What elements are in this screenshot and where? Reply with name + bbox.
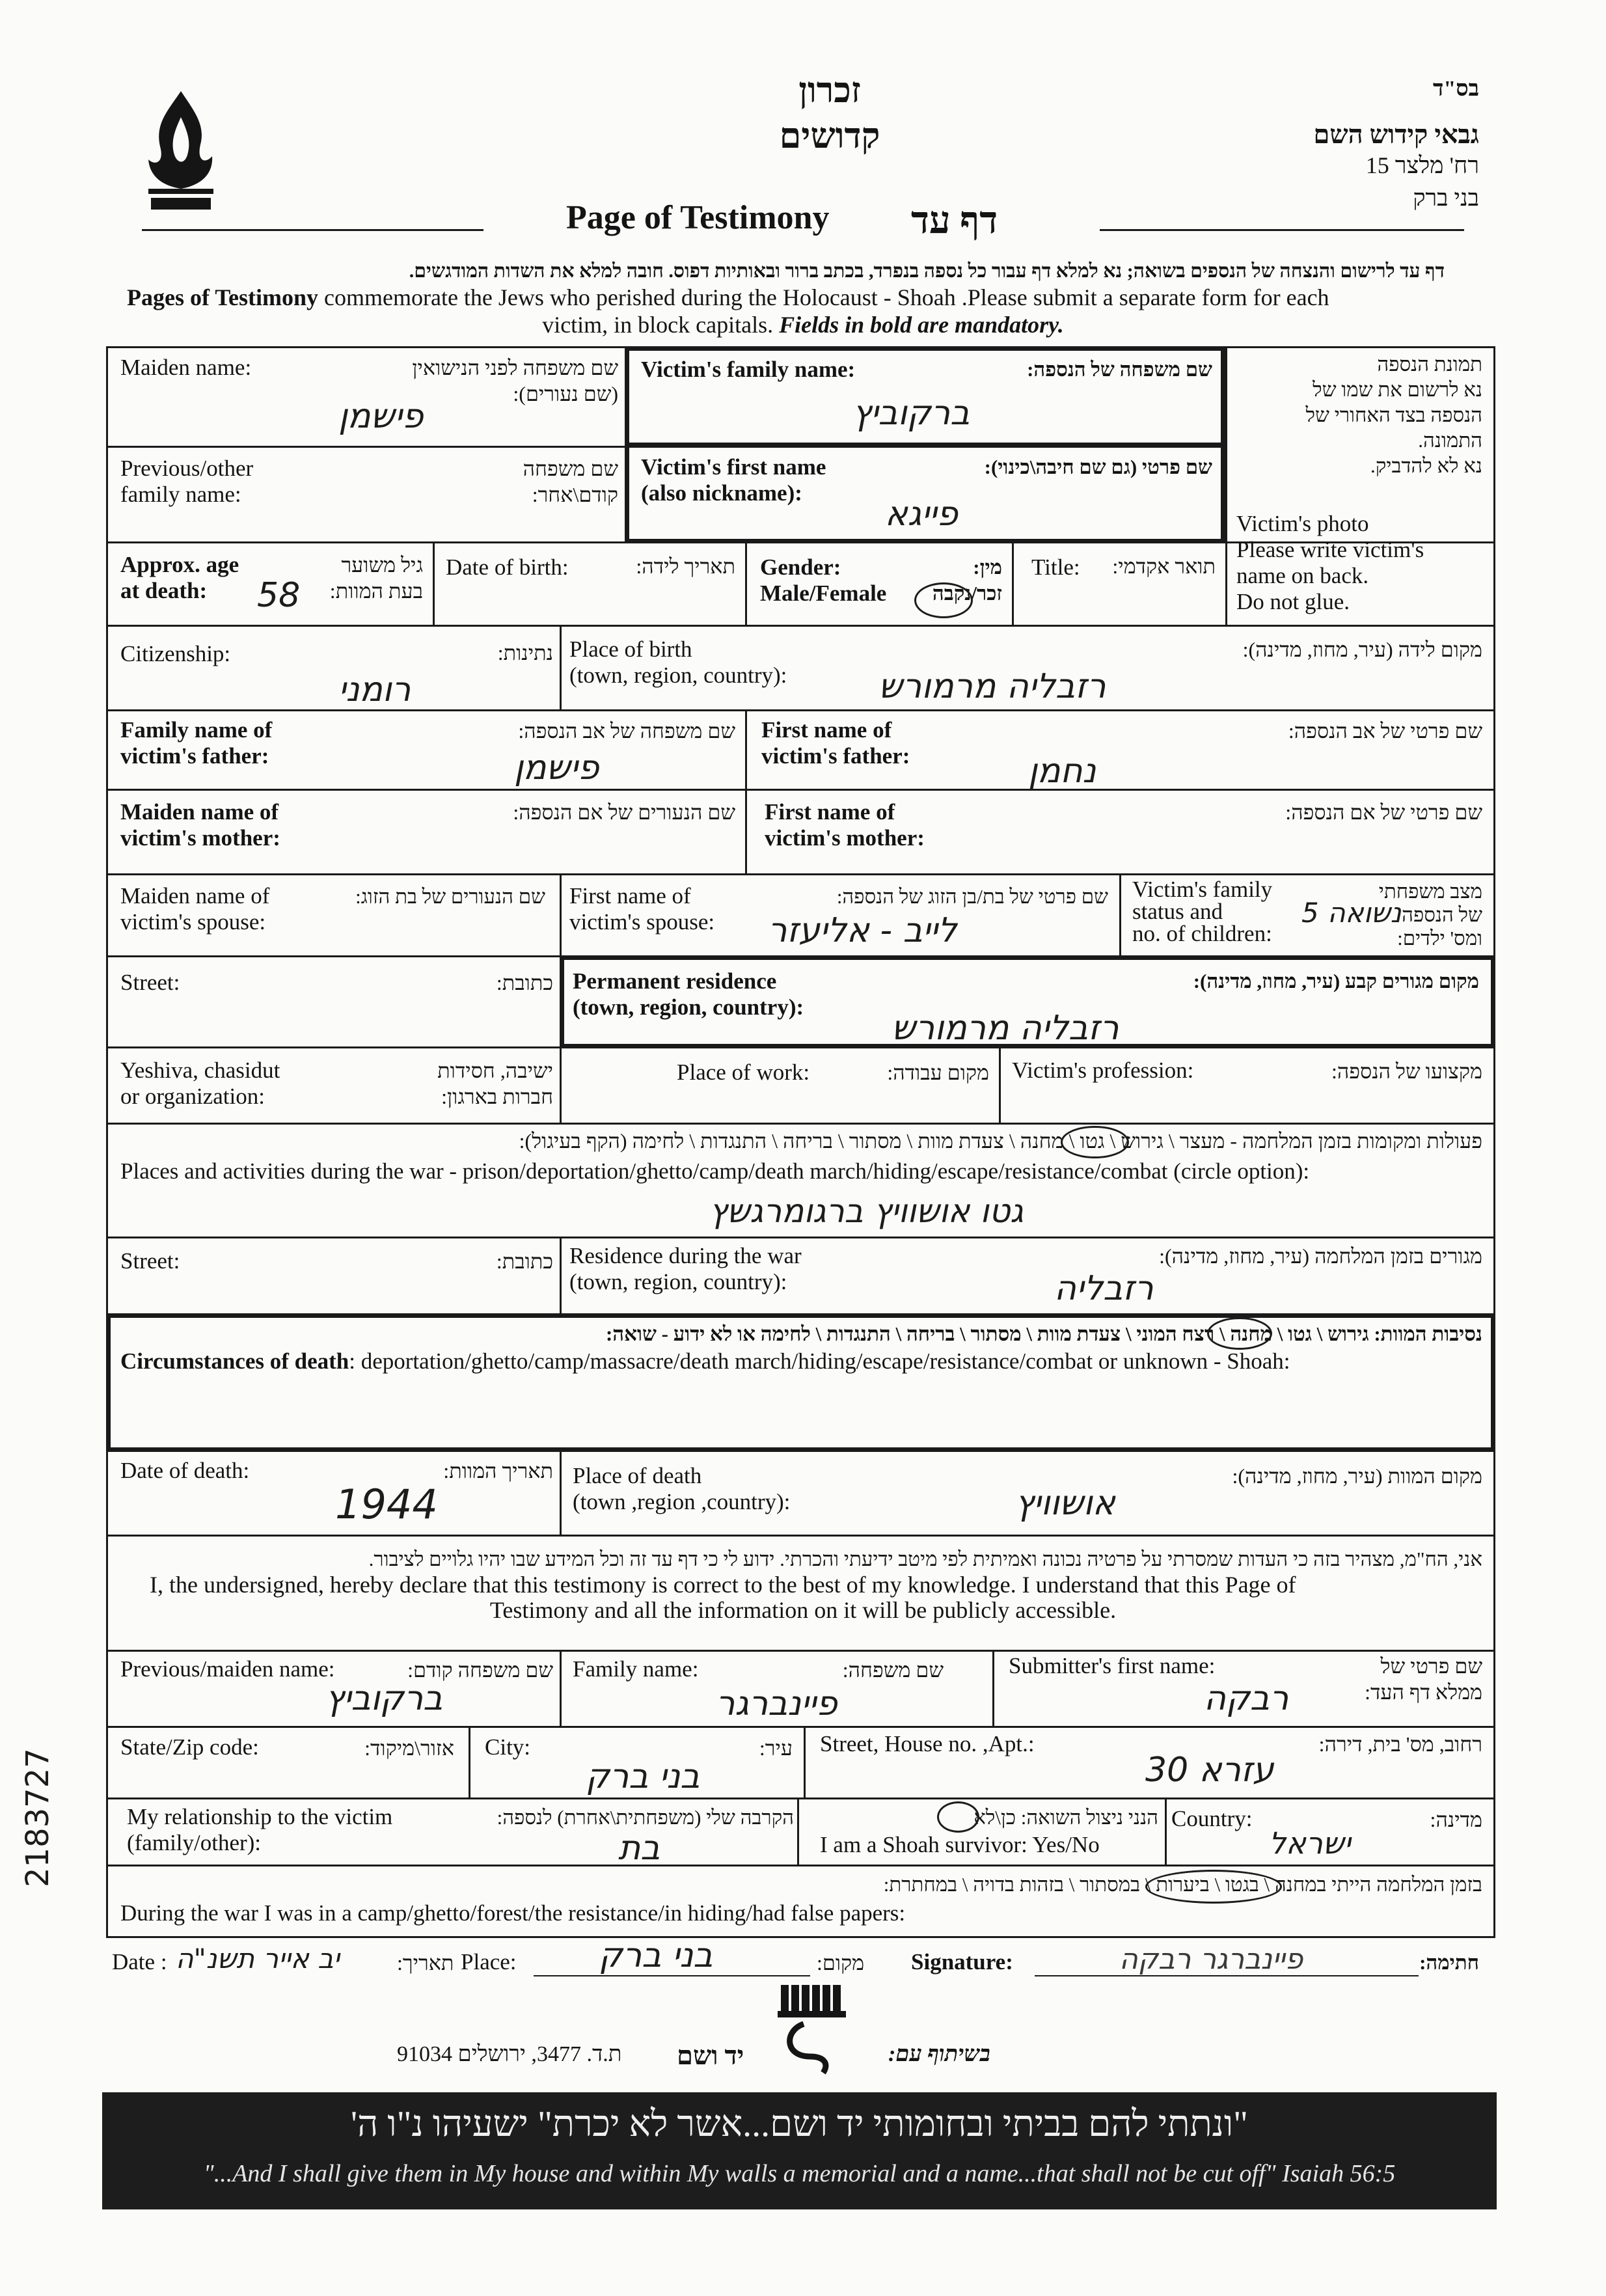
father-family-name-label: Family name of victim's father: [120, 717, 273, 769]
gabbai-street: רח' מלצר 15 [1365, 152, 1479, 178]
previous-family-name-label: Previous/other family name: [120, 456, 254, 507]
quote-he: "ונתתי להם בביתי ובחומותי יד ושם...אשר לא יכרת" ישעיהו נ"ו ה' [351, 2104, 1248, 2144]
country-label: Country: [1171, 1806, 1253, 1831]
place-of-birth-he: מקום לידה (עיר, מחוז, מדינה): [1242, 638, 1482, 661]
title-he: תואר אקדמי: [1112, 554, 1216, 578]
bsd-text: בס"ד [1433, 77, 1479, 101]
gender-circle[interactable] [914, 582, 973, 618]
age-he: גיל משוער בעת המוות: [329, 553, 423, 603]
date-of-death-value[interactable]: 1944 [335, 1481, 438, 1528]
war-residence-value[interactable]: רזבליה [1054, 1269, 1154, 1308]
date-of-death-he: תאריך המוות: [443, 1459, 553, 1483]
father-first-name-value[interactable]: נחמן [1028, 752, 1096, 791]
place-of-birth-label: Place of birth (town, region, country): [569, 636, 787, 688]
wartime-en: During the war I was in a camp/ghetto/forest/the resistance/in hiding/had false papers: [120, 1900, 906, 1926]
previous-family-name-he: שם משפחה קודם\אחר: [523, 457, 618, 506]
date-value[interactable]: יב אייר תשנ"ה [176, 1943, 340, 1975]
father-first-name-label: First name of victim's father: [761, 717, 910, 769]
submitter-family-value[interactable]: פיינברגר [716, 1684, 837, 1723]
photo-instructions-he: תמונת הנספה נא לרשום את שמו של הנספה בצד האחורי של התמונה. נא לא להדביק. [1305, 353, 1482, 477]
maiden-name-value[interactable]: פישמן [338, 397, 424, 436]
place-of-death-label: Place of death (town ,region ,country): [573, 1463, 791, 1514]
father-family-name-value[interactable]: פישמן [514, 748, 599, 787]
place-of-death-he: מקום המוות (עיר, מחוז, מדינה): [1232, 1464, 1482, 1488]
date-he: תאריך: [397, 1951, 454, 1975]
relationship-he: הקרבה שלי (משפחתית\אחרת) לנספה: [497, 1806, 794, 1829]
declaration-he: אני, הח"מ, מצהיר בזה כי העדות שמסרתי על פרטיה נכונה ואמיתית לפי מיטב ידיעתי והכרתי. ידוע לי כי דף עד זה וכל המידע שבו יהיו גלויים לציבור. [368, 1548, 1482, 1570]
header-rule-left [142, 229, 483, 231]
circumstances-en [120, 1348, 1290, 1374]
flame-logo-icon [142, 91, 220, 212]
place-value[interactable]: בני ברק [599, 1936, 713, 1975]
mother-maiden-name-he: שם הנעורים של אם הנספה: [513, 800, 735, 824]
submitter-first-value[interactable]: רבקה [1204, 1679, 1289, 1718]
victim-first-name-he: שם פרטי (גם שם חיבה\כינוי): [984, 456, 1212, 478]
submitter-first-label: Submitter's first name: [1009, 1653, 1216, 1678]
kedoshim-title: קדושים [779, 116, 880, 156]
gender-label: Gender: Male/Female [760, 554, 887, 606]
ghetto-circle[interactable] [1061, 1126, 1129, 1158]
page-title-en: Page of Testimony [566, 199, 830, 236]
address-he: ת.ד. 3477, ירושלים 91034 [397, 2042, 622, 2066]
intro-english-2 [0, 312, 1606, 338]
father-first-name-he: שם פרטי של אב הנספה: [1288, 719, 1482, 743]
age-value[interactable]: 58 [257, 576, 301, 615]
war-street-label: Street: [120, 1248, 180, 1274]
victim-first-name-value[interactable]: פייגא [885, 495, 958, 534]
gabbai-name: גבאי קידוש השם [1313, 120, 1479, 149]
menorah-logo-icon [778, 1985, 849, 2076]
intro-rest: commemorate the Jews who perished during the Holocaust - Shoah .Please submit a separate form for each [318, 284, 1329, 310]
quote-en: "...And I shall give them in My house and within My walls a memorial and a name...that shall not be cut off" Isaiah 56:5 [203, 2160, 1396, 2187]
zikaron-title: זכרון [798, 71, 861, 110]
permanent-residence-label: Permanent residence (town, region, country): [573, 968, 804, 1020]
submitter-prev-value[interactable]: ברקוביץ [325, 1679, 443, 1718]
place-of-death-value[interactable]: אושוויץ [1015, 1484, 1115, 1523]
war-street-he: כתובת: [496, 1250, 553, 1273]
activities-value[interactable]: גטו אושוויץ ברגומרגשץ [709, 1192, 1024, 1230]
father-family-name-he: שם משפחה של אב הנספה: [518, 719, 735, 743]
circumstances-en-bold: Circumstances of death [120, 1348, 349, 1374]
war-residence-label: Residence during the war (town, region, country): [569, 1243, 802, 1294]
survivor-yes-circle[interactable] [937, 1801, 979, 1833]
victim-family-name-value[interactable]: ברקוביץ [852, 394, 970, 433]
dob-he: תאריך לידה: [636, 554, 735, 578]
submitter-first-he: שם פרטי של ממלא דף העד: [1365, 1654, 1482, 1704]
declaration-en-1: I, the undersigned, hereby declare that this testimony is correct to the best of my knowledge. I understand that this Page of [150, 1572, 1296, 1598]
intro-bold: Pages of Testimony [127, 284, 319, 310]
submitter-family-he: שם משפחה: [842, 1658, 944, 1682]
yad-vashem-he: יד ושם [677, 2041, 744, 2070]
street-submitter-value[interactable]: עזרא 30 [1145, 1751, 1274, 1790]
victim-family-name-he: שם משפחה של הנספה: [1027, 358, 1212, 381]
gabbai-city: בני ברק [1413, 185, 1479, 211]
date-of-death-label: Date of death: [120, 1458, 250, 1483]
zip-label: State/Zip code: [120, 1734, 259, 1760]
signature-label: Signature: [911, 1949, 1013, 1975]
victim-first-name-label: Victim's first name (also nickname): [641, 454, 826, 506]
spouse-maiden-name-label: Maiden name of victim's spouse: [120, 883, 270, 935]
place-he: מקום: [817, 1951, 865, 1975]
mother-first-name-he: שם פרטי של אם הנספה: [1285, 800, 1482, 824]
yeshiva-label: Yeshiva, chasidut or organization: [120, 1058, 280, 1109]
maiden-name-label: Maiden name: [120, 355, 252, 380]
title-label: Title: [1031, 554, 1080, 580]
submitter-family-label: Family name: [573, 1656, 699, 1682]
citizenship-value[interactable]: רומני [338, 670, 411, 709]
city-label: City: [485, 1734, 531, 1760]
street-he: כתובת: [496, 971, 553, 994]
country-he: מדינה: [1430, 1808, 1482, 1831]
partner-he: בשיתוף עם: [888, 2042, 990, 2066]
intro-hebrew: דף עד לרישום והנצחה של הנספים בשואה; נא למלא דף עבור כל נספה בנפרד, בכתב ברור ובאותיות דפוס. חובה למלא את השדות המודגשים. [409, 260, 1445, 282]
wartime-circle[interactable] [1145, 1870, 1282, 1904]
survivor-he: הנני ניצול השואה: כן\לא [973, 1806, 1158, 1829]
zip-he: אזור\מיקוד: [364, 1736, 454, 1760]
street-label: Street: [120, 970, 180, 995]
dob-label: Date of birth: [446, 554, 569, 580]
margin-number: 2183727 [20, 1748, 56, 1887]
war-residence-he: מגורים בזמן המלחמה (עיר, מחוז, מדינה): [1159, 1244, 1482, 1268]
family-status-value[interactable]: נשואה 5 [1301, 897, 1402, 929]
date-label: Date : [112, 1949, 167, 1975]
signature-value[interactable]: פיינברגר רבקה [1119, 1943, 1303, 1976]
street-submitter-label: Street, House no. ,Apt.: [820, 1731, 1035, 1756]
spouse-first-name-label: First name of victim's spouse: [569, 883, 715, 935]
relationship-label: My relationship to the victim (family/other): [127, 1804, 393, 1855]
profession-he: מקצועו של הנספה: [1331, 1059, 1482, 1083]
photo-instructions-en: Victim's photo Please write victim's name on back. Do not glue. [1236, 511, 1424, 614]
circumstances-en-rest: : deportation/ghetto/camp/massacre/death march/hiding/escape/resistance/combat or unknown - Shoah: [349, 1348, 1290, 1374]
city-he: עיר: [759, 1736, 793, 1760]
gender-he: מין: זכר/נקבה [932, 556, 1002, 605]
intro-line2: victim, in block capitals. [542, 312, 780, 338]
mother-maiden-name-label: Maiden name of victim's mother: [120, 799, 280, 851]
page-title-he: דף עד [911, 199, 998, 241]
circumstances-ghetto-circle[interactable] [1207, 1317, 1272, 1350]
city-value[interactable]: בני ברק [586, 1757, 700, 1796]
yeshiva-he: ישיבה, חסידות חברות בארגון: [437, 1059, 553, 1108]
mother-first-name-label: First name of victim's mother: [765, 799, 925, 851]
profession-label: Victim's profession: [1012, 1058, 1194, 1083]
intro-mandatory: Fields in bold are mandatory. [779, 312, 1064, 338]
family-status-he: מצב משפחתי של הנספה ומס' ילדים: [1378, 880, 1482, 950]
submitter-prev-label: Previous/maiden name: [120, 1656, 335, 1682]
place-of-birth-value[interactable]: רזבליה מרמורש [878, 667, 1106, 706]
place-label: Place: [461, 1949, 517, 1975]
spouse-maiden-name-he: שם הנעורים של בת הזוג: [355, 885, 545, 908]
spouse-first-name-he: שם פרטי של בת/בן הזוג של הנספה: [836, 885, 1108, 908]
age-label: Approx. age at death: [120, 552, 239, 603]
signature-he: חתימה: [1419, 1951, 1479, 1974]
place-of-work-label: Place of work: [677, 1059, 810, 1085]
place-of-work-he: מקום עבודה: [887, 1061, 989, 1084]
submitter-prev-he: שם משפחה קודם: [407, 1658, 553, 1682]
activities-en: Places and activities during the war - prison/deportation/ghetto/camp/death march/hiding/escape/resistance/combat (circle option): [120, 1158, 1310, 1184]
circumstances-he: נסיבות המוות: גירוש \ גטו \ מחנה \ רצח המוני \ צעדת מוות \ מסתור \ בריחה \ התנגדות \ לחימה או לא ידוע - שואה: [605, 1322, 1482, 1345]
header-rule-right [1100, 229, 1464, 231]
citizenship-label: Citizenship: [120, 641, 231, 666]
family-status-label: Victim's family status and no. of children: [1132, 877, 1273, 946]
relationship-value[interactable]: בת [618, 1829, 660, 1868]
spouse-first-name-value[interactable]: לייב - אליעזר [768, 911, 957, 950]
maiden-name-he: שם משפחה לפני הנישואין (שם נעורים): [412, 356, 618, 405]
country-value[interactable]: ישראל [1269, 1825, 1351, 1861]
intro-english-1 [127, 284, 1329, 310]
wartime-he: בזמן המלחמה הייתי במחנה \ בגטו \ ביערות \ במסתור \ בזהות בדויה \ במחתרת: [883, 1873, 1482, 1896]
declaration-en-2: Testimony and all the information on it will be publicly accessible. [489, 1597, 1117, 1623]
permanent-residence-he: מקום מגורים קבע (עיר, מחוז, מדינה): [1193, 970, 1479, 992]
survivor-en: I am a Shoah survivor: Yes/No [820, 1832, 1100, 1857]
permanent-residence-value[interactable]: רזבליה מרמורש [891, 1009, 1119, 1048]
street-submitter-he: רחוב, מס' בית, דירה: [1318, 1732, 1482, 1756]
citizenship-he: נתינות: [497, 641, 553, 664]
victim-family-name-label: Victim's family name: [641, 357, 856, 382]
activities-he: פעולות ומקומות בזמן המלחמה - מעצר \ גירוש \ גטו \ מחנה \ צעדת מוות \ מסתור \ בריחה \ התנגדות \ לחימה (הקף בעיגול): [519, 1129, 1482, 1153]
